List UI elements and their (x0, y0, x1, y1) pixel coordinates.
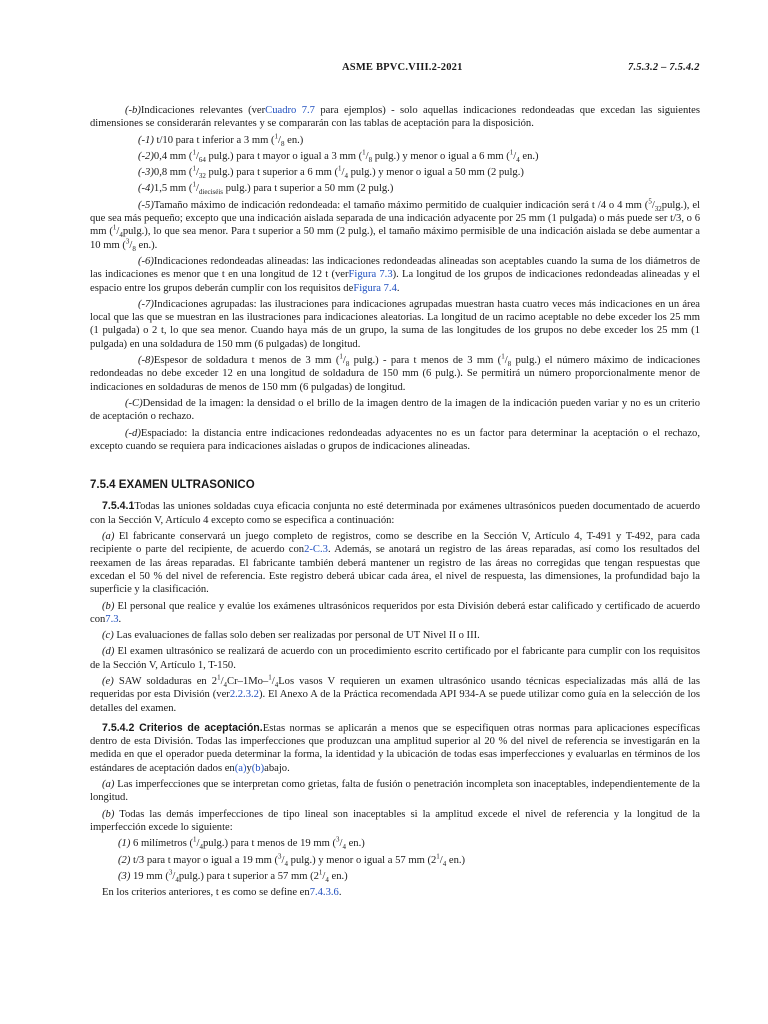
link-cuadro-7-7[interactable]: Cuadro 7.7 (265, 105, 315, 116)
para-b: (-b)Indicaciones relevantes (verCuadro 7.7 para ejemplos) - solo aquellas indicaciones redondeadas que excedan las siguientes dimensiones se considerarán relevantes y se compararán con las tablas de aceptación para la disposición. (90, 105, 701, 130)
label: (-b) (125, 105, 141, 116)
link-b[interactable]: (b) (251, 762, 265, 774)
para-7-5-4-1-c: (c) Las evaluaciones de fallas solo deben ser realizadas por personal de UT Nivel II o III. (102, 630, 480, 642)
crit-2: (2) t/3 para t mayor o igual a 19 mm ($^3/_4$ pulg.) y menor o igual a 57 mm ($2^1/_4$ en.) (118, 852, 466, 868)
link-7-4-3-6[interactable]: 7.4.3.6 (309, 887, 339, 899)
para-7-5-4-2-a: (a) Las imperfecciones que se interpretan como grietas, falta de fusión o penetración incompleta son inaceptables, independientemente de la longitud. (90, 779, 700, 804)
item-8: (-8)Espesor de soldadura t menos de 3 mm ($^1/_8$ pulg.) - para t menos de 3 mm ($^1/_8$ pulg.) el número máximo de indicaciones redondeadas no debe exceder 12 en una longitud de soldadura de 150 mm (6 pulg.). Se permitirá un número proporcionalmente menor de indicaciones en soldaduras de menos de 150 mm (6 pulgadas) de longitud. (90, 352, 700, 393)
para-7-5-4-1-a: (a) El fabricante conservará un juego completo de registros, como se describe en la Sección V, Artículo 4, T-491 y T-492, para cada recipiente o parte del recipiente, de acuerdo con2-C.3. Además, se anotará un registro de las áreas reparadas, así como los resultados del reexamen de las áreas reparadas. El fabricante también deberá mantener un registro de las áreas no corregidas que tengan respuestas que excedan el 50 % del nivel de referencia. Este registro deberá ubicar cada área, el nivel de respuesta, las dimensiones, la profundidad bajo la superficie y la clasificación. (90, 531, 700, 596)
section-heading-7-5-4: 7.5.4 EXAMEN ULTRASONICO (90, 479, 255, 492)
para-7-5-4-1-b: (b) El personal que realice y evalúe los exámenes ultrasónicos requeridos por esta División deberá estar calificado y certificado de acuerdo con7.3. (90, 600, 700, 625)
item-6: (-6)Indicaciones redondeadas alineadas: las indicaciones redondeadas alineadas son aceptables cuando la suma de los diámetros de las indicaciones es menor que t en una longitud de 12 t (verFigura 7.3). La longitud de los grupos de indicaciones redondeadas alineadas y el espacio entre los grupos deberán cumplir con los requisitos deFigura 7.4. (90, 255, 700, 294)
link-2-2-3-2[interactable]: 2.2.3.2 (229, 689, 259, 701)
para-7-5-4-1-d: (d) El examen ultrasónico se realizará de acuerdo con un procedimiento escrito certificado por el fabricante para cumplir con los requisitos de la Sección V, Artículo 1, T-150. (90, 646, 700, 671)
link-figura-7-4[interactable]: Figura 7.4 (353, 282, 397, 294)
item-5: (-5)Tamaño máximo de indicación redondeada: el tamaño máximo permitido de cualquier indicación será t /4 o 4 mm $(^5/_{32}pulg.)$, el que sea más pequeño; excepto que una indicación aislada separada de una indicación adyacente por 25 mm (1 pulgada) o más puede ser t/3, o 6 mm $(^1/_4pulg.)$, lo que sea menor. Para t superior a 50 mm (2 pulg.), el tamaño máximo permisible de una indicación aislada se debe aumentar a 10 mm ($^3/_8$ en.). (90, 197, 700, 253)
para-7-5-4-2: 7.5.4.2 Criterios de aceptación.Estas normas se aplicarán a menos que se especifiquen otras normas para aplicaciones específicas dentro de esta División. Todas las imperfecciones que produzcan una amplitud superior al 20 % del nivel de referencia se investigarán en la medida en que el operador pueda determinar la forma, la identidad y la ubicación de todas esas imperfecciones y evaluarlas en términos de los estándares de aceptación dados en(a)y(b)abajo. (90, 721, 700, 774)
item-2: (-2)0,4 mm ($^1/_{64}$ pulg.) para t mayor o igual a 3 mm ($^1/_8$ pulg.) y menor o igual a 6 mm ($^1/_4$ en.) (138, 148, 539, 164)
para-7-5-4-2-b: (b) Todas las demás imperfecciones de tipo lineal son inaceptables si la amplitud excede el nivel de referencia y la longitud de la imperfección excede lo siguiente: (90, 808, 700, 833)
header-title: ASME BPVC.VIII.2-2021 (342, 62, 463, 73)
para-d: (-d)Espaciado: la distancia entre indicaciones redondeadas adyacentes no es un factor para determinar la aceptación o el rechazo, excepto cuando se requiera para indicaciones aisladas o grupos de indicaciones alineadas. (90, 427, 700, 452)
page-body (90, 104, 700, 902)
link-figura-7-3[interactable]: Figura 7.3 (348, 269, 393, 281)
link-a[interactable]: (a) (234, 762, 247, 774)
para-7-5-4-1-e: (e) SAW soldaduras en $2^1/_4Cr-1Mo-^1/_4Los$ vasos V requieren un examen ultrasónico usando técnicas especializadas más allá de las requeridas por esta División (ver2.2.3.2). El Anexo A de la Práctica recomendada API 934-A se puede utilizar como guía en la selección de los detalles del examen. (90, 673, 701, 714)
item-3: (-3)0,8 mm ($^1/_{32}$ pulg.) para t superior a 6 mm ($^1/_4$ pulg.) y menor o igual a 50 mm (2 pulg.) (138, 164, 524, 181)
item-1: (-1) t/10 para t inferior a 3 mm ($^1/_8$ en.) (138, 132, 304, 148)
crit-3: (3) 19 mm $(^3/_4pulg.)$ para t superior a 57 mm ($2^1/_4$ en.) (118, 868, 348, 884)
item-4: (-4)1,5 mm ($^1/_{dieciséis}$ pulg.) para t superior a 50 mm (2 pulg.) (138, 180, 394, 197)
item-7: (-7)Indicaciones agrupadas: las ilustraciones para indicaciones agrupadas muestran hasta cuatro veces más indicaciones en un área local que las que se muestran en las ilustraciones para indicaciones aleatorias. La longitud de un racimo aceptable no debe exceder los 25 mm (1 pulgada) o 2 t, lo que sea menor. Cuando haya más de un grupo, la suma de las longitudes de los grupos no debe exceder los 25 mm (1 pulgada) en una soldadura de 150 mm (6 pulgadas) de longitud. (90, 298, 700, 350)
header-section-range: 7.5.3.2 – 7.5.4.2 (628, 62, 700, 73)
para-7-5-4-1: 7.5.4.1Todas las uniones soldadas cuya eficacia conjunta no esté determinada por exámenes ultrasónicos pueden documentado de acuerdo con la Sección V, Artículo 4 excepto como se especifica a continuación: (90, 500, 700, 526)
para-end: En los criterios anteriores, t es como se define en7.4.3.6. (102, 887, 342, 899)
link-7-3[interactable]: 7.3 (105, 613, 119, 625)
link-2-c-3[interactable]: 2-C.3 (304, 544, 328, 556)
crit-1: (1) 6 milímetros $(^1/_4pulg.)$ para t menos de 19 mm ($^3/_4$ en.) (118, 835, 365, 852)
para-c: (-C)Densidad de la imagen: la densidad o el brillo de la imagen dentro de la imagen de la indicación pueden variar y no es un criterio de aceptación o rechazo. (90, 397, 700, 423)
